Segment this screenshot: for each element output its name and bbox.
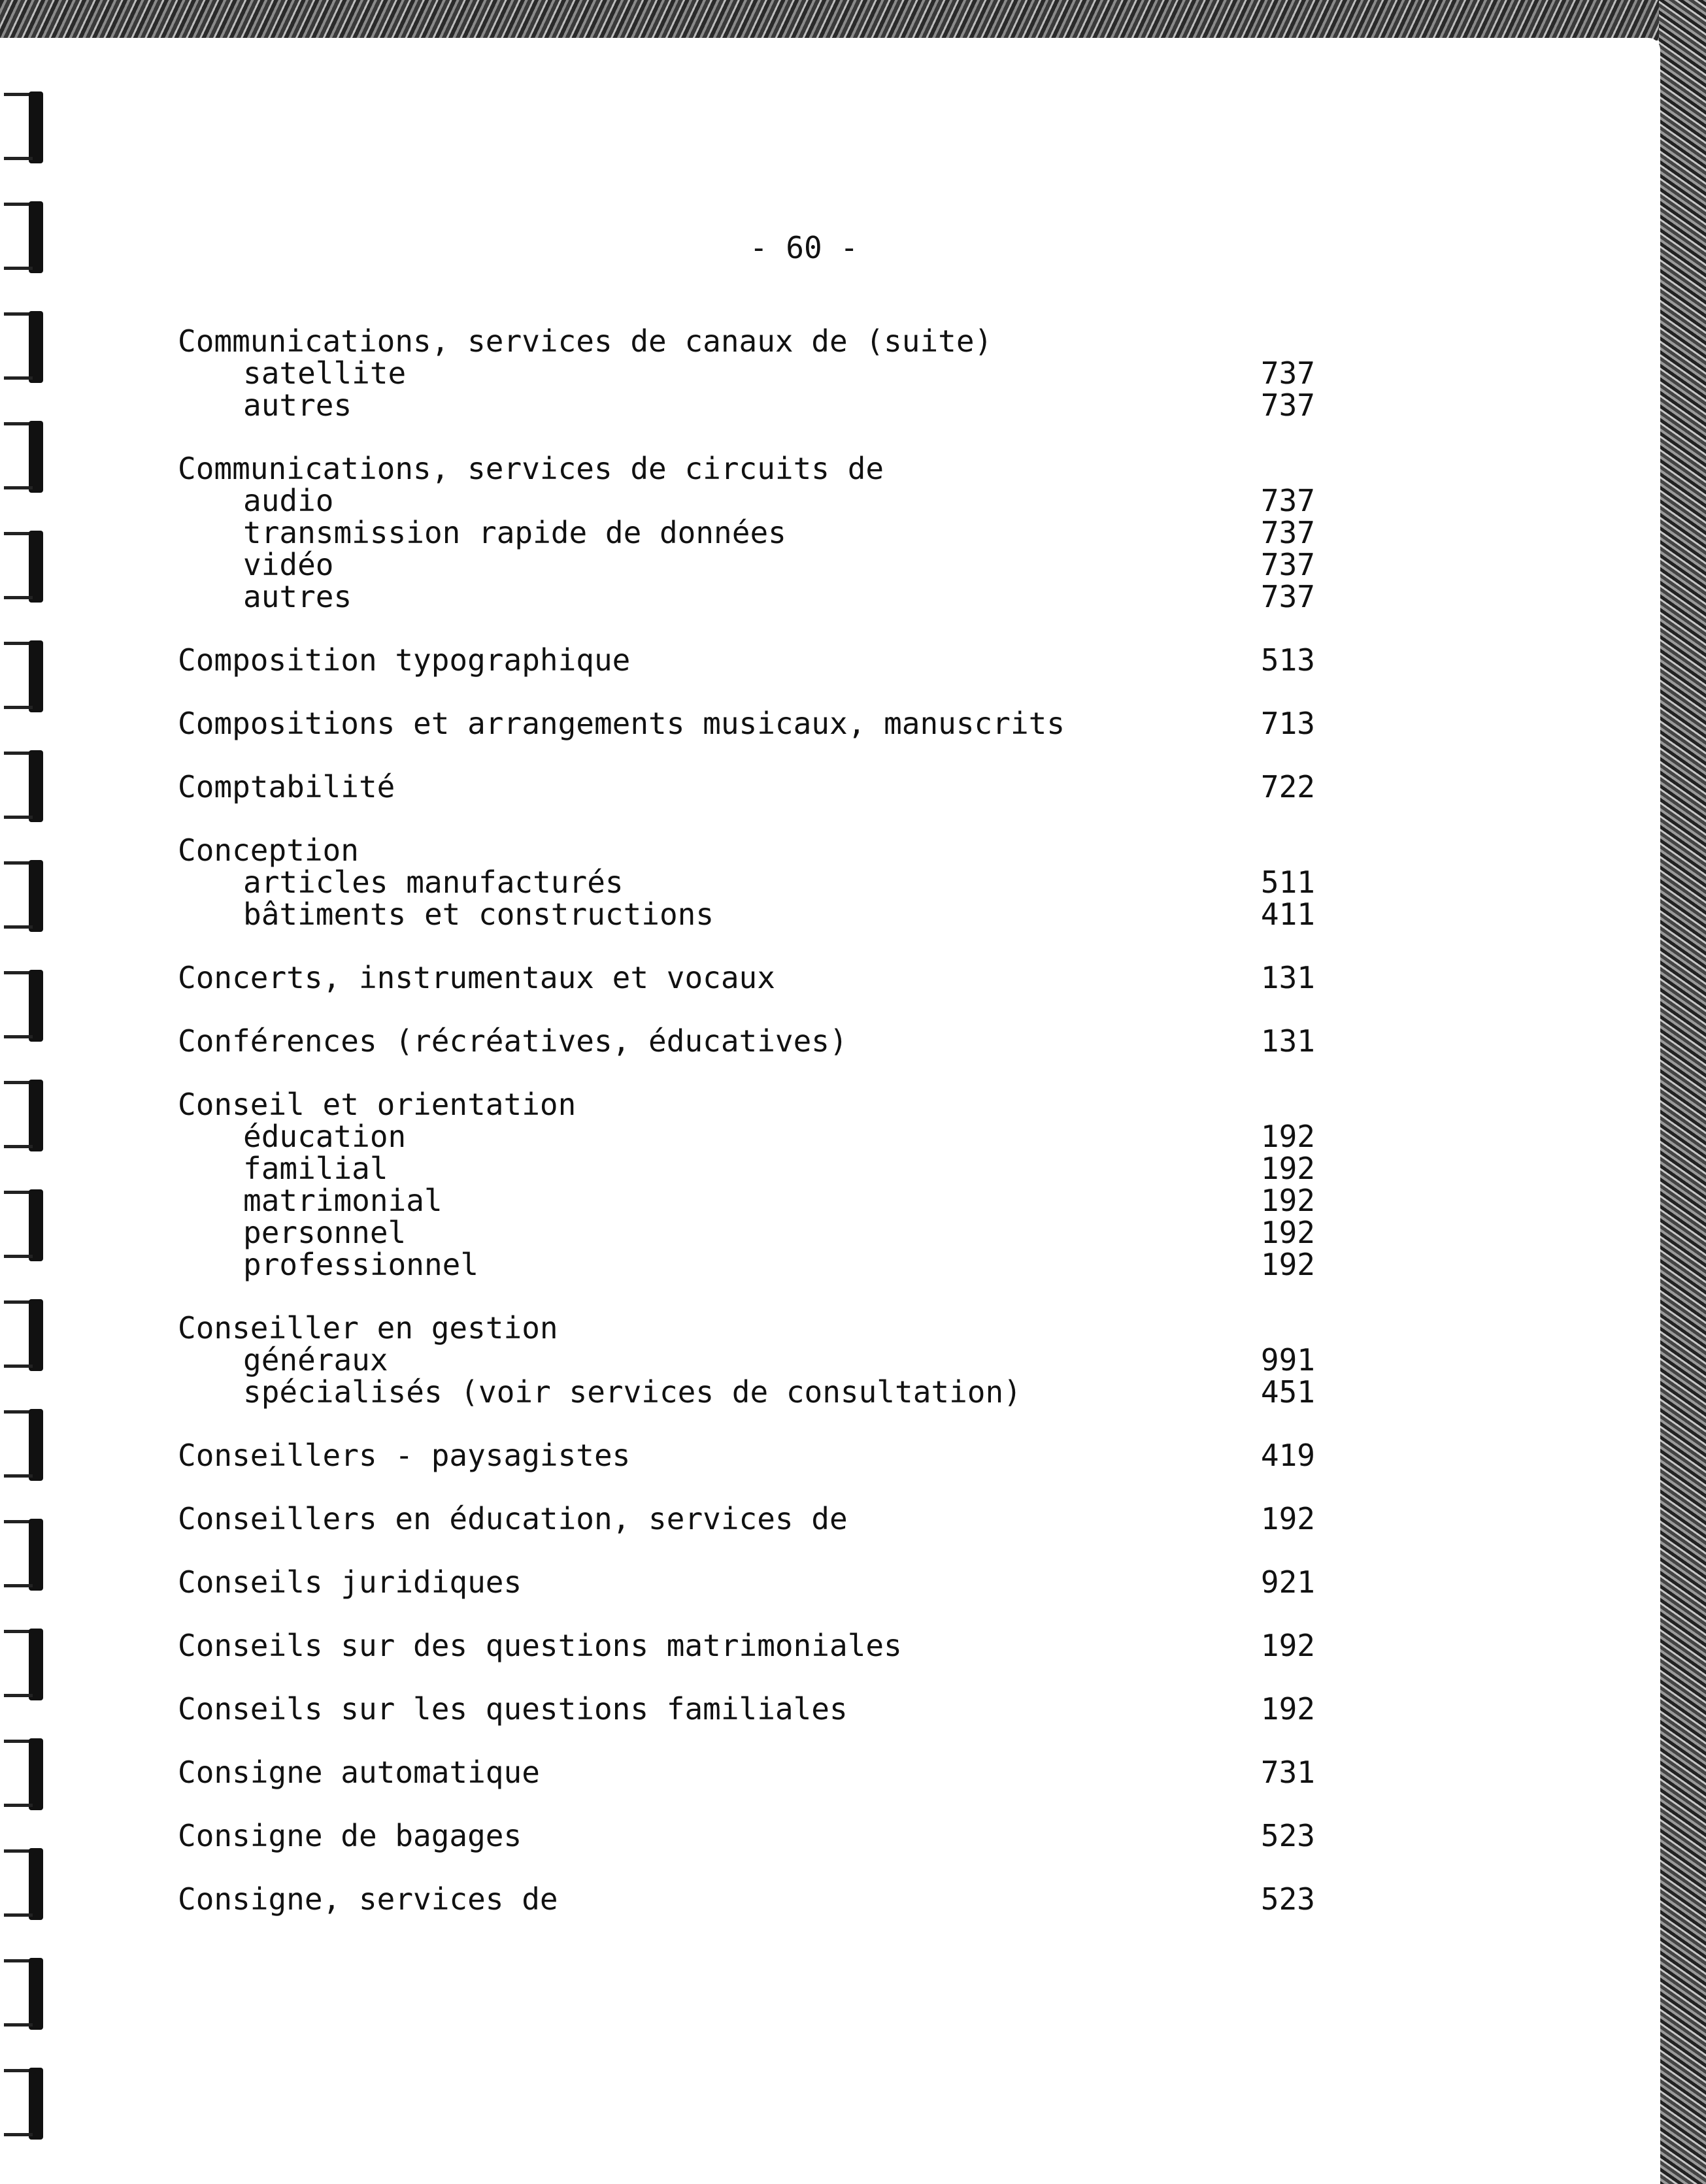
subitem-term: généraux xyxy=(243,1342,388,1378)
binding-ring xyxy=(4,91,50,163)
index-entry xyxy=(178,325,1315,422)
index-entry xyxy=(178,771,1315,803)
entry-subitem-row xyxy=(178,389,1315,422)
index-entry xyxy=(178,1757,1315,1789)
entry-heading-row xyxy=(178,1089,1315,1121)
entry-heading-row xyxy=(178,1440,1315,1472)
subitem-code: 192 xyxy=(1260,1151,1315,1186)
binding-ring xyxy=(4,311,50,383)
subitem-code: 192 xyxy=(1260,1215,1315,1250)
index-entry xyxy=(178,1883,1315,1915)
entry-heading: Consigne de bagages xyxy=(178,1818,522,1853)
index-entry xyxy=(178,1820,1315,1852)
entry-code: 192 xyxy=(1260,1501,1315,1536)
subitem-term: transmission rapide de données xyxy=(243,515,786,550)
subitem-term: professionnel xyxy=(243,1247,479,1282)
subitem-code: 511 xyxy=(1260,865,1315,900)
entry-subitem-row xyxy=(178,1376,1315,1408)
binding-ring xyxy=(4,640,50,712)
entry-heading-row xyxy=(178,1693,1315,1725)
subitem-term: articles manufacturés xyxy=(243,865,624,900)
entry-subitem-row xyxy=(178,1153,1315,1185)
entry-subitem-row xyxy=(178,1121,1315,1153)
entry-subitem-row xyxy=(178,549,1315,581)
index-entry xyxy=(178,1566,1315,1598)
binding-ring xyxy=(4,1189,50,1261)
entry-heading: Concerts, instrumentaux et vocaux xyxy=(178,960,775,995)
subitem-term: satellite xyxy=(243,356,407,391)
binding-ring xyxy=(4,1958,50,2030)
entry-code: 513 xyxy=(1260,642,1315,678)
entry-heading: Comptabilité xyxy=(178,769,395,804)
binding-ring xyxy=(4,2068,50,2140)
index-entry xyxy=(178,1440,1315,1472)
index-list xyxy=(178,325,1315,1947)
subitem-term: vidéo xyxy=(243,547,334,582)
entry-heading: Consigne, services de xyxy=(178,1881,558,1917)
index-entry xyxy=(178,962,1315,994)
subitem-code: 737 xyxy=(1260,515,1315,550)
entry-heading-row xyxy=(178,453,1315,485)
entry-heading-row xyxy=(178,1503,1315,1535)
scan-border-top xyxy=(0,0,1706,41)
entry-heading-row xyxy=(178,1630,1315,1662)
entry-heading: Conférences (récréatives, éducatives) xyxy=(178,1023,848,1059)
entry-heading: Compositions et arrangements musicaux, manuscrits xyxy=(178,706,1065,741)
binding-ring xyxy=(4,1519,50,1591)
index-entry xyxy=(178,1693,1315,1725)
entry-heading: Composition typographique xyxy=(178,642,631,678)
binding-ring xyxy=(4,1409,50,1481)
subitem-term: autres xyxy=(243,388,352,423)
subitem-code: 737 xyxy=(1260,356,1315,391)
subitem-code: 991 xyxy=(1260,1342,1315,1378)
index-entry xyxy=(178,1025,1315,1057)
index-entry xyxy=(178,644,1315,676)
scan-border-right xyxy=(1659,0,1706,2184)
binding-ring xyxy=(4,1629,50,1700)
entry-code: 523 xyxy=(1260,1818,1315,1853)
index-entry xyxy=(178,1312,1315,1408)
subitem-term: spécialisés (voir services de consultation) xyxy=(243,1374,1022,1410)
binding-ring xyxy=(4,1299,50,1371)
entry-heading: Conseils juridiques xyxy=(178,1564,522,1600)
entry-code: 131 xyxy=(1260,960,1315,995)
binding-ring xyxy=(4,531,50,603)
entry-subitem-row xyxy=(178,517,1315,549)
entry-subitem-row xyxy=(178,485,1315,517)
subitem-code: 737 xyxy=(1260,579,1315,614)
entry-heading: Conseillers - paysagistes xyxy=(178,1438,631,1473)
entry-heading-row xyxy=(178,325,1315,357)
entry-heading: Conception xyxy=(178,833,359,868)
subitem-term: audio xyxy=(243,483,334,518)
subitem-code: 411 xyxy=(1260,897,1315,932)
entry-subitem-row xyxy=(178,867,1315,899)
entry-code: 731 xyxy=(1260,1755,1315,1790)
entry-heading: Conseils sur les questions familiales xyxy=(178,1691,848,1727)
subitem-term: familial xyxy=(243,1151,388,1186)
entry-heading-row xyxy=(178,835,1315,867)
subitem-term: autres xyxy=(243,579,352,614)
binding-ring xyxy=(4,201,50,273)
entry-code: 713 xyxy=(1260,706,1315,741)
entry-code: 192 xyxy=(1260,1628,1315,1663)
entry-heading: Conseils sur des questions matrimoniales xyxy=(178,1628,902,1663)
entry-subitem-row xyxy=(178,357,1315,389)
entry-heading-row xyxy=(178,1312,1315,1344)
subitem-term: bâtiments et constructions xyxy=(243,897,714,932)
index-entry xyxy=(178,835,1315,931)
entry-heading: Conseiller en gestion xyxy=(178,1310,558,1346)
index-entry xyxy=(178,453,1315,613)
binding-ring xyxy=(4,860,50,932)
binding-ring xyxy=(4,1738,50,1810)
subitem-code: 451 xyxy=(1260,1374,1315,1410)
entry-code: 523 xyxy=(1260,1881,1315,1917)
entry-subitem-row xyxy=(178,1217,1315,1249)
entry-code: 419 xyxy=(1260,1438,1315,1473)
entry-heading: Consigne automatique xyxy=(178,1755,540,1790)
binding-ring xyxy=(4,970,50,1042)
index-entry xyxy=(178,1089,1315,1281)
entry-subitem-row xyxy=(178,899,1315,931)
page-number: - 60 - xyxy=(749,230,859,265)
index-entry xyxy=(178,1503,1315,1535)
entry-heading: Communications, services de canaux de (suite) xyxy=(178,323,993,359)
entry-code: 131 xyxy=(1260,1023,1315,1059)
entry-heading-row xyxy=(178,1025,1315,1057)
binding-ring xyxy=(4,1848,50,1920)
entry-code: 921 xyxy=(1260,1564,1315,1600)
entry-heading-row xyxy=(178,1757,1315,1789)
entry-heading-row xyxy=(178,771,1315,803)
subitem-code: 192 xyxy=(1260,1247,1315,1282)
entry-subitem-row xyxy=(178,1249,1315,1281)
subitem-term: personnel xyxy=(243,1215,407,1250)
entry-heading-row xyxy=(178,1566,1315,1598)
subitem-code: 192 xyxy=(1260,1183,1315,1218)
subitem-code: 737 xyxy=(1260,483,1315,518)
entry-subitem-row xyxy=(178,1185,1315,1217)
binding-ring xyxy=(4,421,50,493)
index-entry xyxy=(178,708,1315,740)
entry-heading: Communications, services de circuits de xyxy=(178,451,884,486)
binding-ring xyxy=(4,750,50,822)
entry-subitem-row xyxy=(178,581,1315,613)
entry-heading-row xyxy=(178,962,1315,994)
index-entry xyxy=(178,1630,1315,1662)
subitem-code: 737 xyxy=(1260,547,1315,582)
entry-heading-row xyxy=(178,1883,1315,1915)
entry-heading: Conseillers en éducation, services de xyxy=(178,1501,848,1536)
entry-heading-row xyxy=(178,1820,1315,1852)
subitem-code: 192 xyxy=(1260,1119,1315,1154)
entry-heading: Conseil et orientation xyxy=(178,1087,577,1122)
subitem-term: matrimonial xyxy=(243,1183,443,1218)
entry-code: 722 xyxy=(1260,769,1315,804)
entry-subitem-row xyxy=(178,1344,1315,1376)
entry-heading-row xyxy=(178,644,1315,676)
subitem-term: éducation xyxy=(243,1119,407,1154)
entry-code: 192 xyxy=(1260,1691,1315,1727)
binding-ring xyxy=(4,1080,50,1151)
entry-heading-row xyxy=(178,708,1315,740)
subitem-code: 737 xyxy=(1260,388,1315,423)
